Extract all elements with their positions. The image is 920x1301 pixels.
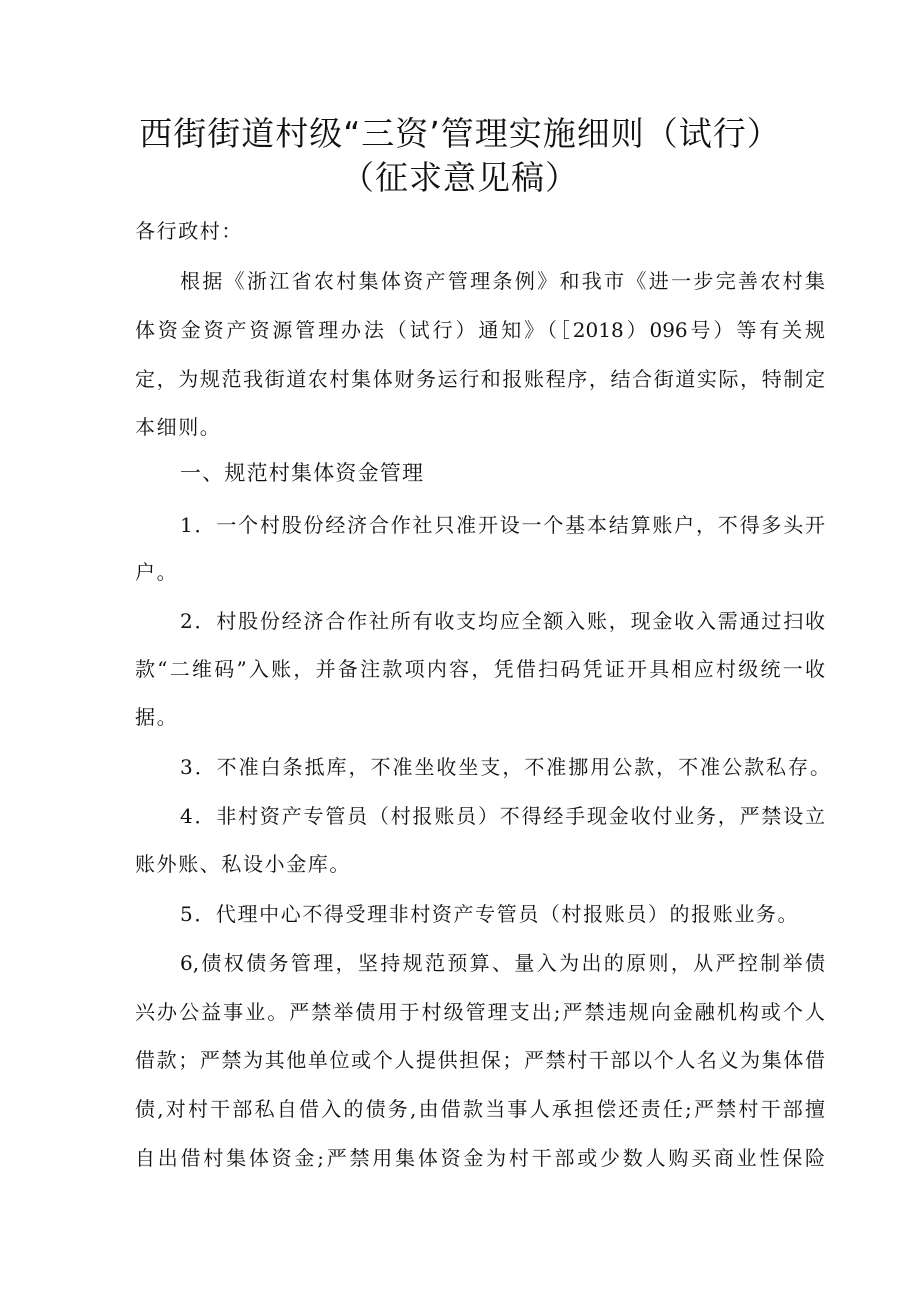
item-6-line: 6,债权债务管理，坚持规范预算、量入为出的原则，从严控制举债 <box>180 951 825 975</box>
item-2-line: 款“二维码”入账，并备注款项内容，凭借扫码凭证开具相应村级统一收 <box>135 657 825 681</box>
intro-line: 定，为规范我街道农村集体财务运行和报账程序，结合街道实际，特制定 <box>135 367 825 391</box>
document-title: 西街街道村级“三资’管理实施细则（试行） <box>139 114 781 153</box>
item-4-line: 4．非村资产专管员（村报账员）不得经手现金收付业务，严禁设立 <box>180 804 825 828</box>
item-2-line: 据。 <box>135 705 179 729</box>
item-6-line: 兴办公益事业。严禁举债用于村级管理支出;严禁违规向金融机构或个人 <box>135 1000 825 1024</box>
item-6-line: 债,对村干部私自借入的债务,由借款当事人承担偿还责任;严禁村干部擅 <box>135 1097 825 1121</box>
section-heading: 一、规范村集体资金管理 <box>180 461 425 485</box>
item-6-line: 借款；严禁为其他单位或个人提供担保；严禁村干部以个人名义为集体借 <box>135 1048 825 1072</box>
item-2-line: 2．村股份经济合作社所有收支均应全额入账，现金收入需通过扫收 <box>180 609 825 633</box>
intro-line: 根据《浙江省农村集体资产管理条例》和我市《进一步完善农村集 <box>180 269 825 293</box>
item-1-line: 1．一个村股份经济合作社只准开设一个基本结算账户，不得多头开 <box>180 513 825 537</box>
intro-line: 体资金资产资源管理办法（试行）通知》（［2018）096号）等有关规 <box>135 318 825 342</box>
item-1-line: 户。 <box>135 560 179 584</box>
document-subtitle: （征求意见稿） <box>341 158 579 197</box>
item-5-line: 5．代理中心不得受理非村资产专管员（村报账员）的报账业务。 <box>180 902 800 926</box>
salutation: 各行政村： <box>135 219 243 243</box>
item-3-line: 3．不准白条抵库，不准坐收坐支，不准挪用公款，不准公款私存。 <box>180 755 830 779</box>
item-4-line: 账外账、私设小金库。 <box>135 852 351 876</box>
item-6-line: 自出借村集体资金;严禁用集体资金为村干部或少数人购买商业性保险 <box>135 1146 825 1170</box>
intro-line: 本细则。 <box>135 415 222 439</box>
